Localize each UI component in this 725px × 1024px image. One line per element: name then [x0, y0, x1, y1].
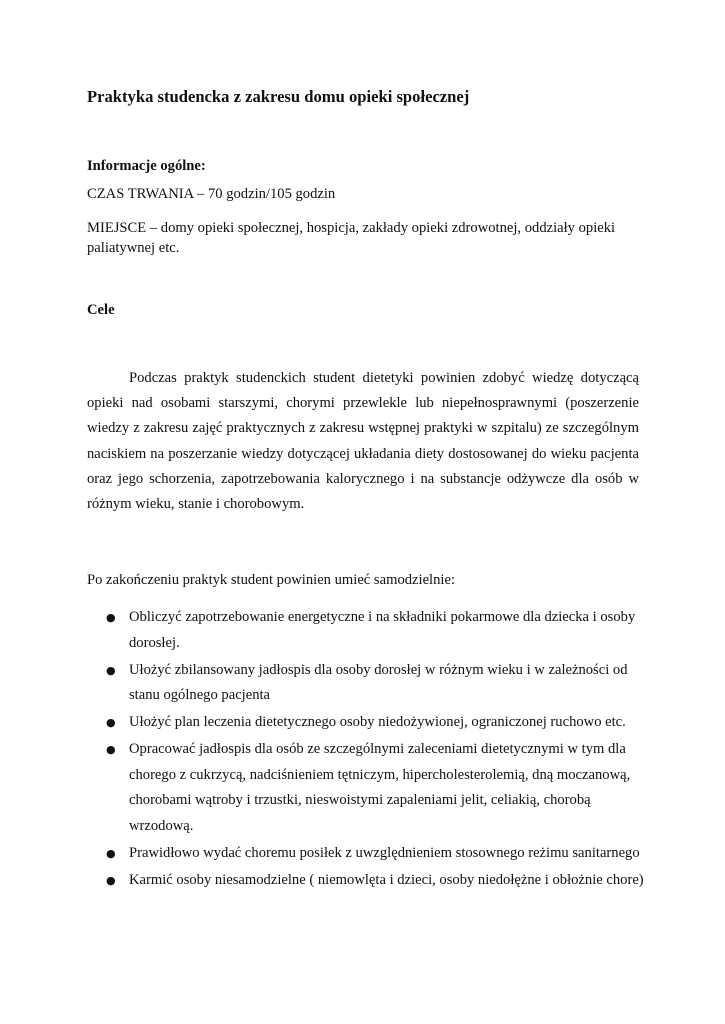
duration-line: CZAS TRWANIA – 70 godzin/105 godzin [87, 186, 336, 202]
skill-item [87, 737, 647, 839]
bullet-icon: ● [106, 716, 116, 729]
skill-text: Prawidłowo wydać choremu posiłek z uwzględnieniem stosownego reżimu sanitarnego [129, 844, 640, 861]
skill-text: Ułożyć zbilansowany jadłospis dla osoby dorosłej w różnym wieku i w zależności od stanu ogólnego pacjenta [129, 661, 628, 703]
general-info-heading: Informacje ogólne: [87, 158, 206, 174]
skill-text: Ułożyć plan leczenia dietetycznego osoby niedożywionej, ograniczonej ruchowo etc. [129, 714, 626, 730]
place-line-1: MIEJSCE – domy opieki społecznej, hospicja, zakłady opieki zdrowotnej, oddziały opieki [87, 220, 616, 236]
skill-item [87, 658, 647, 709]
skill-item [87, 605, 647, 656]
skill-item [87, 868, 647, 894]
skill-text: Obliczyć zapotrzebowanie energetyczne i na składniki pokarmowe dla dziecka i osoby dorosłej. [129, 609, 636, 651]
skills-list [87, 605, 647, 895]
document-title: Praktyka studencka z zakresu domu opieki społecznej [87, 87, 470, 106]
skill-text: Opracować jadłospis dla osób ze szczególnymi zaleceniami dietetycznymi w tym dla chorego z cukrzycą, nadciśnieniem tętniczym, hipercholesterolemią, dną moczanową, chorobami wątroby i trzustki, nieswoistymi zapaleniami jelit, celiakią, chorobą wrzodową. [129, 741, 631, 834]
bullet-icon: ● [106, 663, 116, 677]
bullet-icon: ● [106, 611, 116, 624]
goals-paragraph: Podczas praktyk studenckich student dietetyki powinien zdobyć wiedzę dotyczącą opieki nad osobami starszymi, chorymi przewlekle lub niepełnosprawnymi (poszerzenie wiedzy z zakresu zajęć praktycznych z zakresu wstępnej praktyki w szpitalu) ze szczególnym naciskiem na poszerzanie wiedzy dotyczącej układania diety dostosowanej do wieku pacjenta oraz jego schorzenia, zapotrzebowania kalorycznego i na substancje odżywcze dla osób w różnym wieku, stanie i chorobowym. [87, 370, 639, 513]
goals-heading: Cele [87, 302, 115, 318]
bullet-icon: ● [106, 743, 116, 756]
skills-intro: Po zakończeniu praktyk student powinien umieć samodzielnie: [87, 572, 455, 588]
skill-text: Karmić osoby niesamodzielne ( niemowlęta i dzieci, osoby niedołężne i obłożnie chore) [129, 871, 644, 888]
skill-item [87, 710, 647, 736]
skill-item [87, 841, 647, 867]
bullet-icon: ● [106, 846, 116, 860]
place-line-2: paliatywnej etc. [87, 240, 180, 256]
bullet-icon: ● [106, 873, 116, 887]
